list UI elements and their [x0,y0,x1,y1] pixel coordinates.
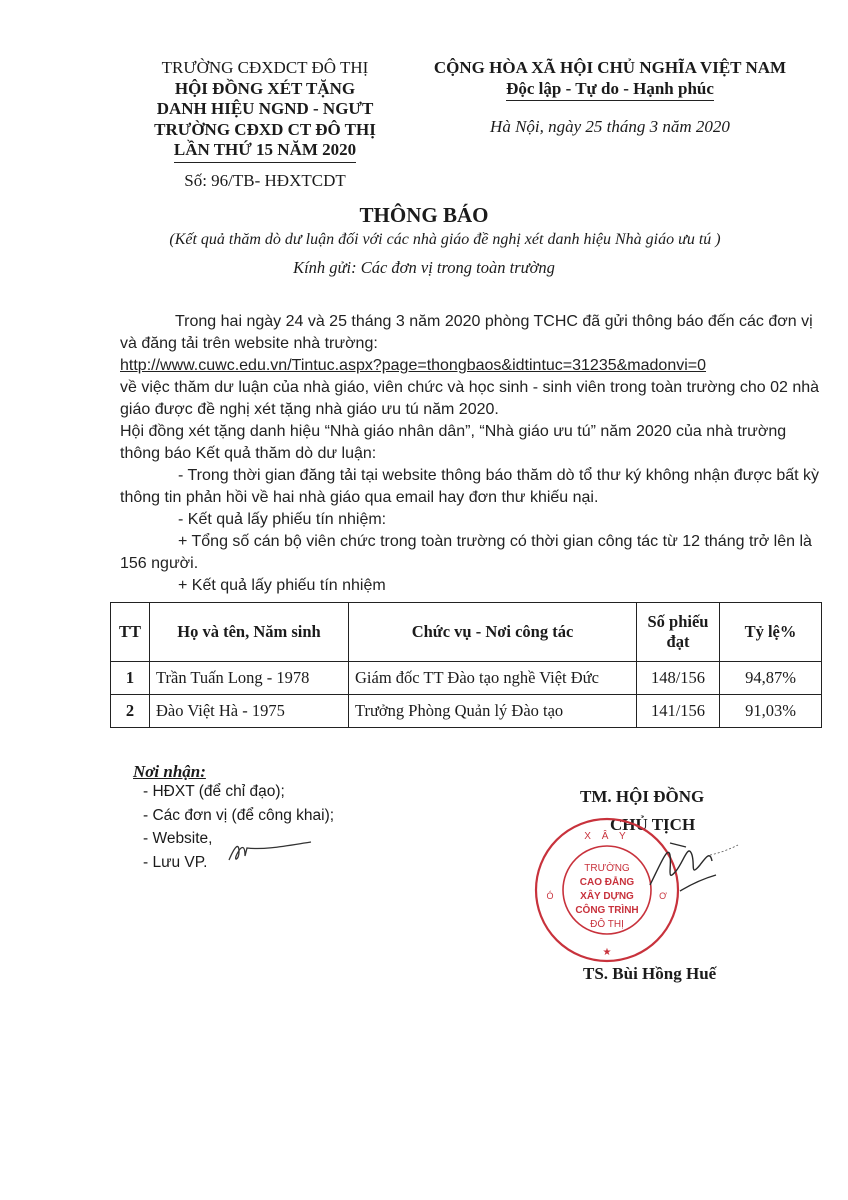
national-motto: Độc lập - Tự do - Hạnh phúc [506,79,714,102]
cell-tt: 2 [111,695,150,728]
body-text [120,311,820,597]
header-position: Chức vụ - Nơi công tác [349,603,637,662]
cell-ratio: 94,87% [720,662,822,695]
issuer-session: LẦN THỨ 15 NĂM 2020 [174,140,356,163]
issuer-school: TRƯỜNG CĐXDCT ĐÔ THỊ [161,58,369,77]
seal-line: XÂY DỰNG [580,891,634,902]
paragraph-intro-cont: về việc thăm dư luận của nhà giáo, viên chức và học sinh - sinh viên trong toàn trường cho 02 nhà giáo được đề nghị xét tặng nhà giáo ưu tú năm 2020. [120,379,820,418]
cell-name: Đào Việt Hà - 1975 [150,695,349,728]
svg-text:★: ★ [602,947,612,958]
document-subtitle: (Kết quả thăm dò dư luận đối với các nhà giáo đề nghị xét danh hiệu Nhà giáo ưu tú ) [169,231,721,248]
issuer-school-short: TRƯỜNG CĐXD CT ĐÔ THỊ [154,119,376,139]
document-title: THÔNG BÁO [359,203,489,227]
header-votes: Số phiếu đạt [637,603,720,662]
issuer-block [120,58,410,191]
cell-votes: 148/156 [637,662,720,695]
issuer-council: HỘI ĐỒNG XÉT TẶNG [174,78,356,98]
table-header-row [111,603,822,662]
list-item: - HĐXT (để chỉ đạo); [143,783,285,800]
issuer-title: DANH HIỆU NGND - NGƯT [156,99,374,118]
paragraph-feedback: - Trong thời gian đăng tải tại website thông báo thăm dò tổ thư ký không nhận được bất kỳ thông tin phản hồi về hai nhà giáo qua email hay đơn thư khiếu nại. [120,467,820,506]
recipients-title: Nơi nhận: [133,762,206,781]
signature-role: CHỦ TỊCH [610,815,696,834]
handwritten-signature [640,825,740,905]
paragraph-vote-heading: - Kết quả lấy phiếu tín nhiệm: [178,511,387,528]
header-name: Họ và tên, Năm sinh [150,603,349,662]
paragraph-intro: Trong hai ngày 24 và 25 tháng 3 năm 2020 phòng TCHC đã gửi thông báo đến các đơn vị và đăng tải trên website nhà trường: [120,313,813,352]
svg-text:Ơ: Ơ [659,891,667,901]
cell-ratio: 91,03% [720,695,822,728]
seal-line: CÔNG TRÌNH [575,905,639,916]
national-header [400,58,820,138]
paragraph-council: Hội đồng xét tặng danh hiệu “Nhà giáo nhân dân”, “Nhà giáo ưu tú” năm 2020 của nhà trường thông báo Kết quả thăm dò dư luận: [120,423,787,462]
list-item: - Các đơn vị (để công khai); [143,806,335,824]
initials-mark [225,838,315,868]
cell-votes: 141/156 [637,695,720,728]
paragraph-vote-result: + Kết quả lấy phiếu tín nhiệm [178,577,386,594]
table-row [111,695,822,728]
addressee: Kính gửi: Các đơn vị trong toàn trường [293,258,555,277]
svg-text:Ó: Ó [546,891,554,901]
signer-name: TS. Bùi Hồng Huế [583,964,717,983]
document-date: Hà Nội, ngày 25 tháng 3 năm 2020 [490,117,730,136]
cell-position: Trưởng Phòng Quản lý Đào tạo [349,695,637,728]
header-ratio: Tỷ lệ% [720,603,822,662]
vote-results-table [110,602,822,728]
header-tt: TT [111,603,150,662]
cell-tt: 1 [111,662,150,695]
website-link[interactable]: http://www.cuwc.edu.vn/Tintuc.aspx?page=thongbaos&idtintuc=31235&madonvi=0 [120,357,707,374]
seal-line: TRƯỜNG [584,863,630,874]
cell-position: Giám đốc TT Đào tạo nghề Việt Đức [349,662,637,695]
paragraph-staff-total: + Tổng số cán bộ viên chức trong toàn trường có thời gian công tác từ 12 tháng trở lên là 156 người. [120,533,812,572]
list-item: - Website, [143,830,213,847]
list-item: - Lưu VP. [143,853,208,871]
national-title: CỘNG HÒA XÃ HỘI CHỦ NGHĨA VIỆT NAM [433,58,787,77]
seal-line: CAO ĐẲNG [579,877,635,888]
document-number: Số: 96/TB- HĐXTCDT [184,170,346,190]
signature-org: TM. HỘI ĐỒNG [580,787,705,806]
cell-name: Trần Tuấn Long - 1978 [150,662,349,695]
seal-line: ĐÔ THỊ [590,919,624,930]
svg-text:X Â Y: X Â Y [584,831,630,842]
table-row [111,662,822,695]
